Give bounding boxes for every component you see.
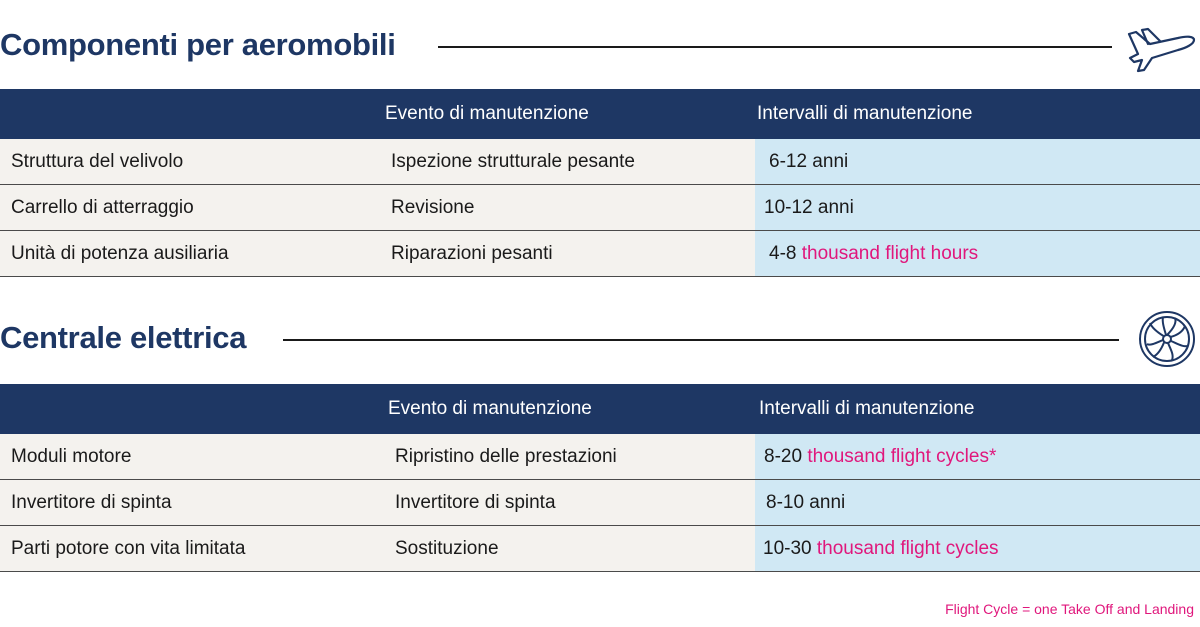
interval-unit: thousand flight cycles* — [807, 445, 997, 467]
footnote: Flight Cycle = one Take Off and Landing — [945, 601, 1194, 617]
interval-value: 10-12 anni — [764, 196, 854, 218]
interval-cell — [755, 139, 1200, 185]
event-cell — [385, 526, 755, 572]
interval-cell — [755, 434, 1200, 480]
component-cell: Invertitore di spinta — [0, 480, 385, 526]
interval-unit: thousand flight hours — [801, 242, 979, 264]
interval-value: 10-30 — [763, 537, 812, 559]
turbine-icon — [1137, 309, 1197, 369]
component-cell: Unità di potenza ausiliaria — [0, 231, 385, 277]
event-cell — [385, 434, 755, 480]
section-title-aircraft-components: Componenti per aeromobili — [0, 27, 396, 62]
event-cell — [385, 480, 755, 526]
header-event: Evento di manutenzione — [385, 89, 755, 139]
table-header-row — [0, 89, 1200, 139]
interval-value: 8-20 — [764, 445, 803, 467]
event-cell — [385, 139, 755, 185]
interval-value: 8-10 anni — [766, 491, 846, 513]
header-component — [0, 89, 385, 139]
title-divider — [438, 46, 1112, 48]
section-title-powerplant: Centrale elettrica — [0, 320, 247, 355]
interval-cell — [755, 526, 1200, 572]
title-divider — [283, 339, 1119, 341]
table-row — [0, 526, 1200, 572]
table-row — [0, 185, 1200, 231]
header-interval: Intervalli di manutenzione — [755, 384, 1200, 434]
interval-cell — [755, 185, 1200, 231]
table-row — [0, 480, 1200, 526]
interval-value: 4-8 — [769, 242, 797, 264]
event-cell — [385, 185, 755, 231]
header-interval: Intervalli di manutenzione — [755, 89, 1200, 139]
event-cell — [385, 231, 755, 277]
table-row — [0, 139, 1200, 185]
table-header-row — [0, 384, 1200, 434]
table-row — [0, 434, 1200, 480]
header-event: Evento di manutenzione — [385, 384, 755, 434]
interval-cell — [755, 480, 1200, 526]
event-text: Invertitore di spinta — [395, 491, 556, 513]
powerplant-table — [0, 384, 1200, 572]
component-cell: Struttura del velivolo — [0, 139, 385, 185]
event-text: Sostituzione — [395, 537, 499, 559]
aircraft-components-table — [0, 89, 1200, 277]
event-text: Revisione — [391, 196, 475, 218]
component-cell: Parti potore con vita limitata — [0, 526, 385, 572]
event-text: Ispezione strutturale pesante — [391, 150, 635, 172]
interval-value: 6-12 anni — [769, 150, 849, 172]
event-text: Riparazioni pesanti — [391, 242, 553, 264]
component-cell: Carrello di atterraggio — [0, 185, 385, 231]
interval-cell — [755, 231, 1200, 277]
component-cell: Moduli motore — [0, 434, 385, 480]
event-text: Ripristino delle prestazioni — [395, 445, 617, 467]
airplane-icon — [1126, 24, 1198, 74]
interval-unit: thousand flight cycles — [816, 537, 999, 559]
header-component — [0, 384, 385, 434]
table-row — [0, 231, 1200, 277]
